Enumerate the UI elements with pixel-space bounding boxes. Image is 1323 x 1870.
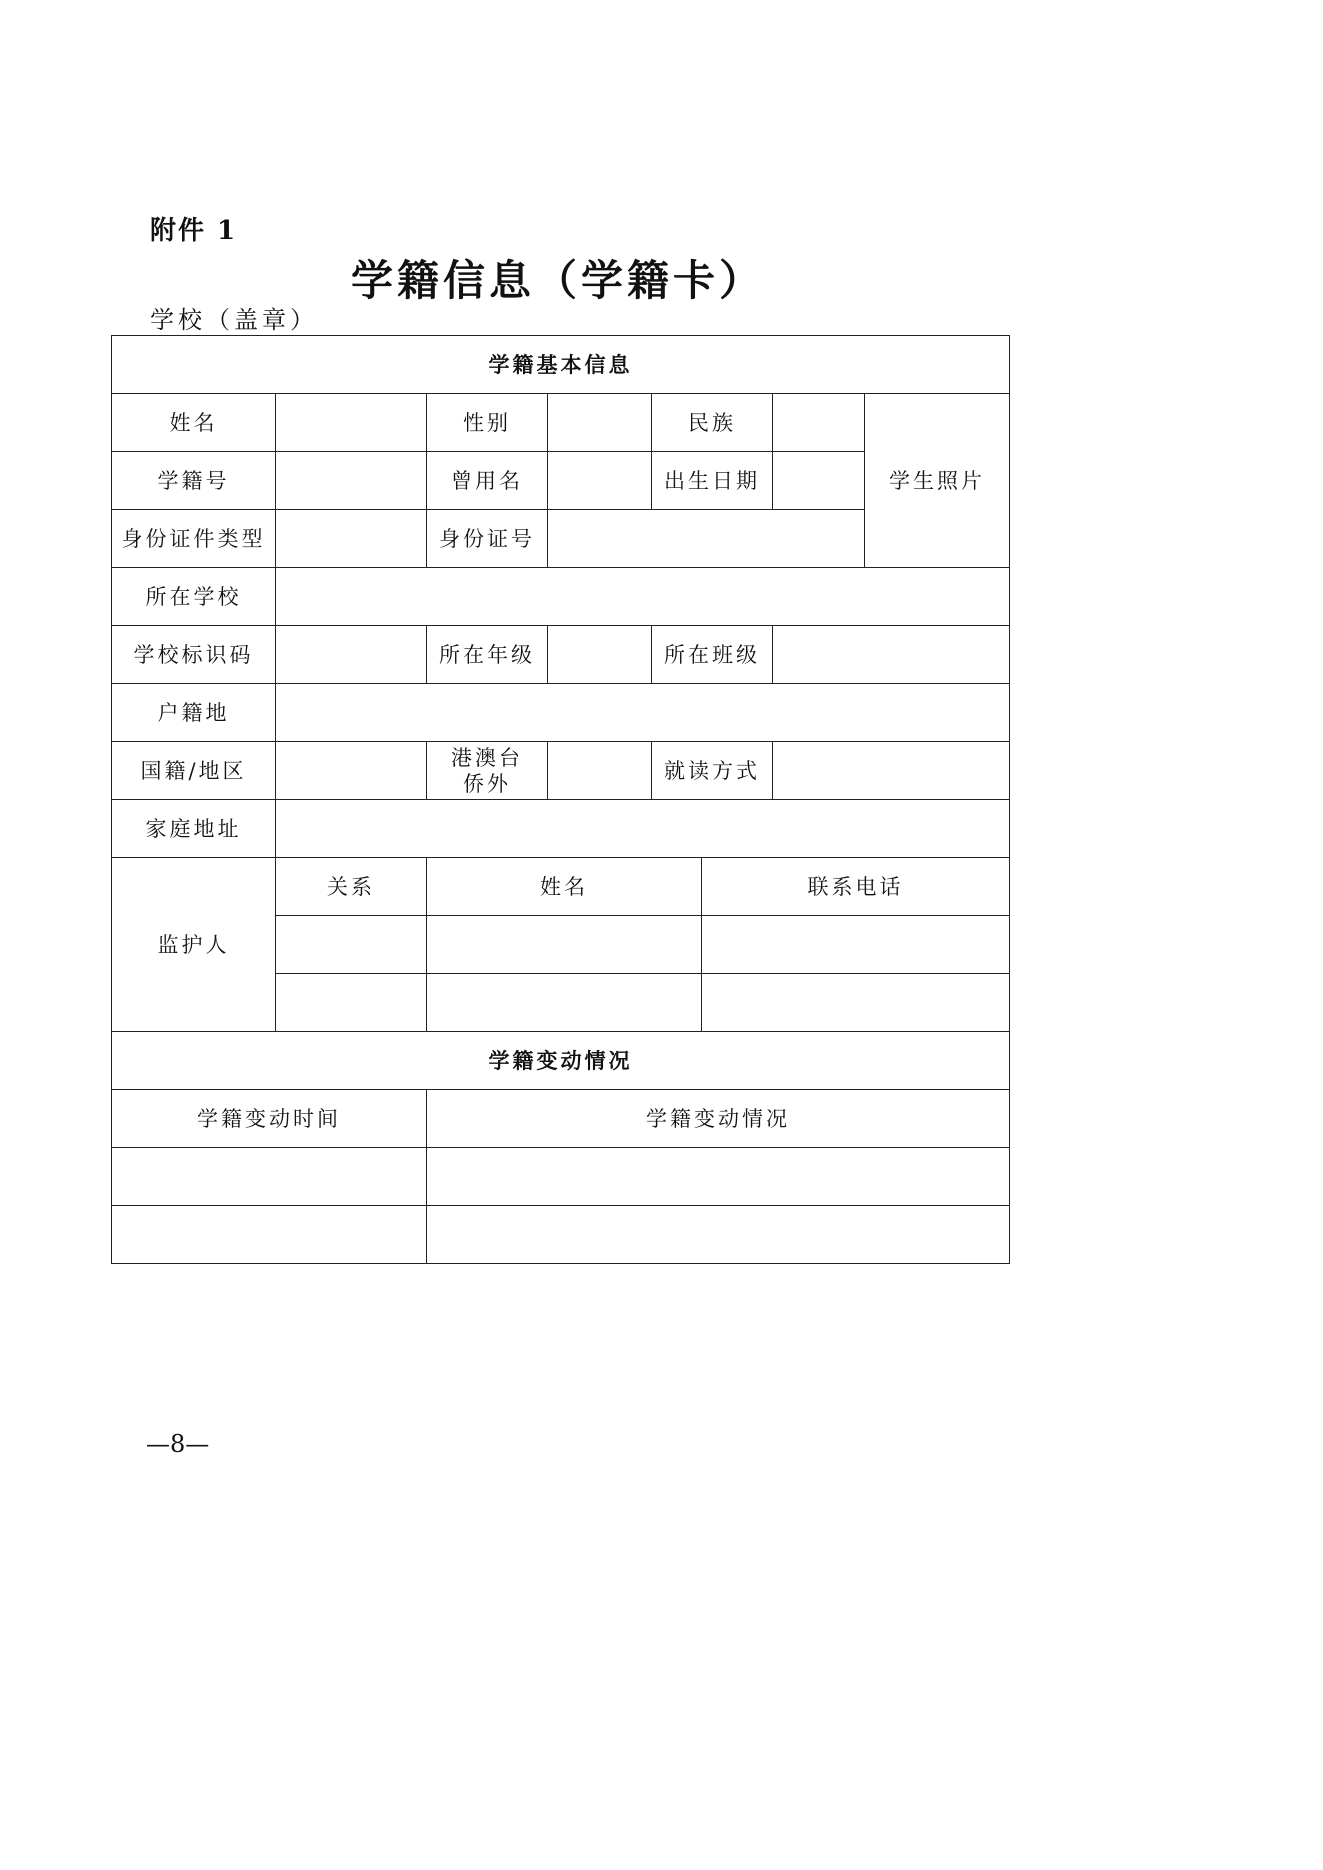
value-change-time[interactable] [112,1148,427,1206]
page-number: —8— [146,1430,210,1458]
value-birth-date[interactable] [773,452,865,510]
student-photo-box[interactable]: 学生照片 [865,394,1010,568]
value-school[interactable] [276,568,1010,626]
label-student-id: 学籍号 [112,452,276,510]
table-row [112,1148,1010,1206]
value-name[interactable] [276,394,427,452]
label-home-address: 家庭地址 [112,800,276,858]
table-row [112,742,1010,800]
label-school: 所在学校 [112,568,276,626]
header-guardian-name: 姓名 [427,858,702,916]
label-ethnicity: 民族 [652,394,773,452]
value-hk-macao-taiwan-overseas[interactable] [548,742,652,800]
value-guardian-phone[interactable] [702,916,1010,974]
value-change-time[interactable] [112,1206,427,1264]
label-study-mode: 就读方式 [652,742,773,800]
attachment-label: 附件 1 [150,216,238,246]
table-row [112,1090,1010,1148]
value-id-number[interactable] [548,510,865,568]
value-grade[interactable] [548,626,652,684]
value-household[interactable] [276,684,1010,742]
value-guardian-phone[interactable] [702,974,1010,1032]
value-guardian-relation[interactable] [276,974,427,1032]
table-row [112,568,1010,626]
value-gender[interactable] [548,394,652,452]
table-row [112,394,1010,452]
table-row [112,800,1010,858]
label-former-name: 曾用名 [427,452,548,510]
table-row [112,684,1010,742]
header-change-detail: 学籍变动情况 [427,1090,1010,1148]
label-id-number: 身份证号 [427,510,548,568]
table-row [112,336,1010,394]
value-change-detail[interactable] [427,1206,1010,1264]
table-row [112,858,1010,916]
header-change-time: 学籍变动时间 [112,1090,427,1148]
value-id-type[interactable] [276,510,427,568]
label-household: 户籍地 [112,684,276,742]
label-line: 港澳台 [451,745,523,770]
value-guardian-relation[interactable] [276,916,427,974]
label-name: 姓名 [112,394,276,452]
table-row [112,1206,1010,1264]
label-id-type: 身份证件类型 [112,510,276,568]
header-guardian-phone: 联系电话 [702,858,1010,916]
value-student-id[interactable] [276,452,427,510]
label-class: 所在班级 [652,626,773,684]
value-change-detail[interactable] [427,1148,1010,1206]
value-ethnicity[interactable] [773,394,865,452]
header-guardian-relation: 关系 [276,858,427,916]
label-birth-date: 出生日期 [652,452,773,510]
value-former-name[interactable] [548,452,652,510]
value-study-mode[interactable] [773,742,1010,800]
section-basic-info: 学籍基本信息 [112,336,1010,394]
value-home-address[interactable] [276,800,1010,858]
label-school-code: 学校标识码 [112,626,276,684]
value-class[interactable] [773,626,1010,684]
section-status-changes: 学籍变动情况 [112,1032,1010,1090]
label-nationality: 国籍/地区 [112,742,276,800]
label-grade: 所在年级 [427,626,548,684]
school-stamp-label: 学校（盖章） [150,306,318,334]
value-nationality[interactable] [276,742,427,800]
label-guardian: 监护人 [112,858,276,1032]
student-record-table [111,335,1010,1264]
value-guardian-name[interactable] [427,974,702,1032]
table-row [112,1032,1010,1090]
page-title: 学籍信息（学籍卡） [350,256,765,305]
value-school-code[interactable] [276,626,427,684]
label-hk-macao-taiwan-overseas [427,742,548,800]
label-line: 侨外 [463,771,511,796]
value-guardian-name[interactable] [427,916,702,974]
label-gender: 性别 [427,394,548,452]
table-row [112,626,1010,684]
